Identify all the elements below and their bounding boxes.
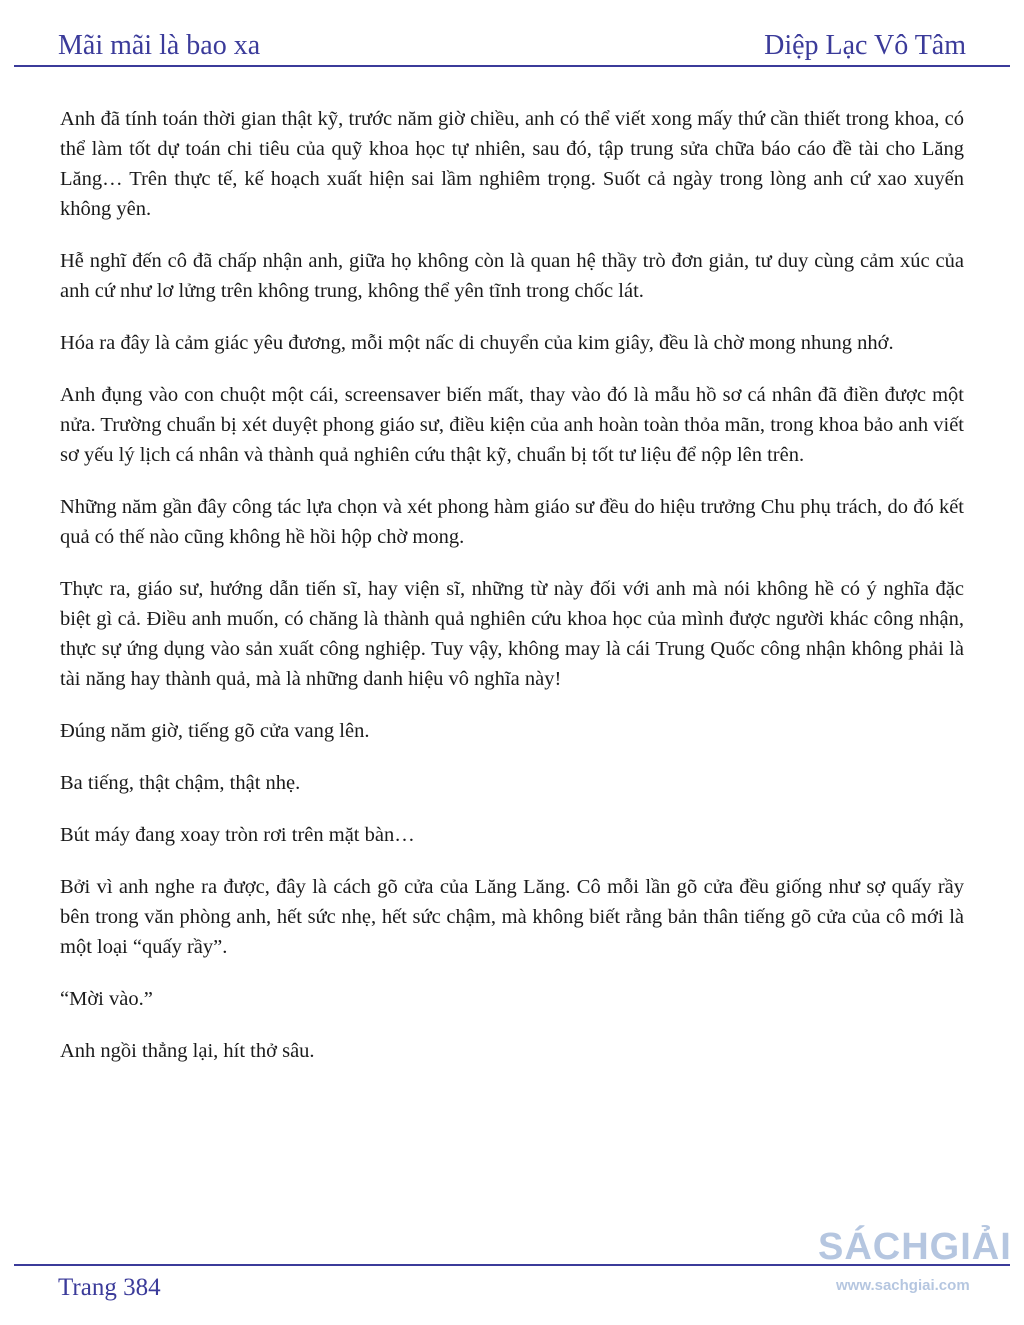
watermark-url: www.sachgiai.com	[836, 1277, 970, 1294]
chapter-body	[60, 104, 964, 1088]
author-name: Diệp Lạc Vô Tâm	[764, 30, 966, 61]
watermark	[818, 1226, 1018, 1318]
watermark-logo: SÁCHGIẢI	[818, 1226, 1012, 1268]
book-title: Mãi mãi là bao xa	[58, 30, 261, 61]
paragraph: Hóa ra đây là cảm giác yêu đương, mỗi một nấc di chuyển của kim giây, đều là chờ mong nhung nhớ.	[60, 332, 894, 354]
paragraph: Anh đã tính toán thời gian thật kỹ, trước năm giờ chiều, anh có thể viết xong mấy thứ cần thiết trong khoa, có thể làm tốt dự toán chi tiêu của quỹ khoa học tự nhiên, sau đó, tập trung sửa chữa báo cáo đề tài cho Lăng Lăng… Trên thực tế, kế hoạch xuất hiện sai lầm nghiêm trọng. Suốt cả ngày trong lòng anh cứ xao xuyến không yên.	[60, 108, 964, 220]
paragraph: Đúng năm giờ, tiếng gõ cửa vang lên.	[60, 720, 370, 742]
paragraph: Bởi vì anh nghe ra được, đây là cách gõ cửa của Lăng Lăng. Cô mỗi lần gõ cửa đều giống như sợ quấy rầy bên trong văn phòng anh, hết sức nhẹ, hết sức chậm, mà không biết rằng bản thân tiếng gõ cửa của cô mới là một loại “quấy rầy”.	[60, 876, 964, 958]
paragraph: Anh đụng vào con chuột một cái, screensaver biến mất, thay vào đó là mẫu hồ sơ cá nhân đã điền được một nửa. Trường chuẩn bị xét duyệt phong giáo sư, điều kiện của anh hoàn toàn thỏa mãn, trong khoa bảo anh viết sơ yếu lý lịch cá nhân và thành quả nghiên cứu thật kỹ, chuẩn bị tốt tư liệu để nộp lên trên.	[60, 384, 964, 466]
page-number: Trang 384	[58, 1274, 161, 1301]
paragraph: “Mời vào.”	[60, 988, 153, 1010]
paragraph: Những năm gần đây công tác lựa chọn và xét phong hàm giáo sư đều do hiệu trưởng Chu phụ trách, do đó kết quả có thế nào cũng không hề hồi hộp chờ mong.	[60, 496, 964, 548]
paragraph: Thực ra, giáo sư, hướng dẫn tiến sĩ, hay viện sĩ, những từ này đối với anh mà nói không hề có ý nghĩa đặc biệt gì cả. Điều anh muốn, có chăng là thành quả nghiên cứu khoa học của mình được người khác công nhận, thực sự ứng dụng vào sản xuất công nghiệp. Tuy vậy, không may là cái Trung Quốc công nhận không phải là tài năng hay thành quả, mà là những danh hiệu vô nghĩa này!	[60, 578, 964, 690]
paragraph: Hễ nghĩ đến cô đã chấp nhận anh, giữa họ không còn là quan hệ thầy trò đơn giản, tư duy cùng cảm xúc của anh cứ như lơ lửng trên không trung, không thể yên tĩnh trong chốc lát.	[60, 250, 964, 302]
header-divider	[14, 65, 1010, 67]
page-header	[58, 22, 966, 62]
paragraph: Ba tiếng, thật chậm, thật nhẹ.	[60, 772, 301, 794]
paragraph: Anh ngồi thẳng lại, hít thở sâu.	[60, 1040, 315, 1062]
paragraph: Bút máy đang xoay tròn rơi trên mặt bàn…	[60, 824, 415, 846]
